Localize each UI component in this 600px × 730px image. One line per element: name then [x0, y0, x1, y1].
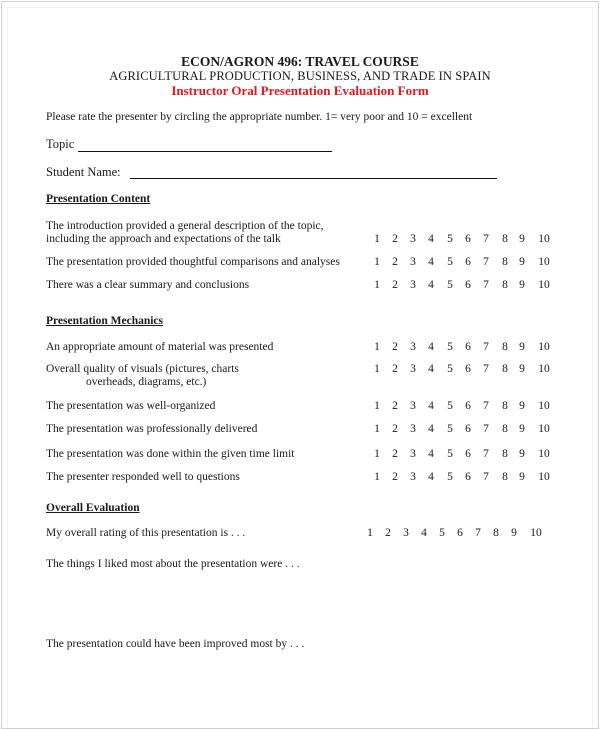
rating-option-6[interactable]: 6 [457, 527, 463, 539]
criterion-text: There was a clear summary and conclusions [46, 279, 250, 291]
rating-option-1[interactable]: 1 [374, 471, 380, 483]
rating-option-5[interactable]: 5 [447, 341, 453, 353]
rating-option-4[interactable]: 4 [428, 341, 434, 353]
rating-option-4[interactable]: 4 [428, 256, 434, 268]
rating-option-10[interactable]: 10 [538, 448, 550, 460]
rating-option-7[interactable]: 7 [475, 527, 481, 539]
rating-option-1[interactable]: 1 [374, 256, 380, 268]
rating-option-8[interactable]: 8 [502, 448, 508, 460]
rating-option-3[interactable]: 3 [410, 400, 416, 412]
rating-option-6[interactable]: 6 [465, 256, 471, 268]
rating-option-2[interactable]: 2 [392, 233, 398, 245]
rating-option-5[interactable]: 5 [447, 400, 453, 412]
rating-option-9[interactable]: 9 [519, 448, 525, 460]
rating-option-3[interactable]: 3 [410, 279, 416, 291]
rating-option-5[interactable]: 5 [447, 233, 453, 245]
criterion-text: The presentation was done within the given time limit [46, 448, 295, 460]
rating-option-2[interactable]: 2 [392, 471, 398, 483]
rating-option-2[interactable]: 2 [392, 256, 398, 268]
rating-option-8[interactable]: 8 [502, 400, 508, 412]
rating-option-2[interactable]: 2 [392, 363, 398, 375]
rating-option-9[interactable]: 9 [519, 341, 525, 353]
course-title: ECON/AGRON 496: TRAVEL COURSE [181, 54, 419, 69]
rating-option-6[interactable]: 6 [465, 279, 471, 291]
rating-option-4[interactable]: 4 [428, 423, 434, 435]
rating-option-2[interactable]: 2 [392, 279, 398, 291]
rating-option-10[interactable]: 10 [538, 233, 550, 245]
rating-option-3[interactable]: 3 [410, 448, 416, 460]
rating-option-4[interactable]: 4 [421, 527, 427, 539]
criterion-text: The presentation was well-organized [46, 400, 216, 412]
rating-option-6[interactable]: 6 [465, 448, 471, 460]
criterion-text: The presentation provided thoughtful comparisons and analyses [46, 256, 340, 268]
criterion-text: The presenter responded well to questions [46, 471, 240, 483]
liked-most-prompt: The things I liked most about the presentation were . . . [46, 558, 300, 570]
rating-option-9[interactable]: 9 [519, 471, 525, 483]
rating-option-8[interactable]: 8 [502, 423, 508, 435]
rating-option-5[interactable]: 5 [447, 279, 453, 291]
rating-option-1[interactable]: 1 [374, 448, 380, 460]
rating-option-7[interactable]: 7 [483, 471, 489, 483]
form-title: Instructor Oral Presentation Evaluation Form [171, 83, 429, 98]
rating-option-8[interactable]: 8 [493, 527, 499, 539]
rating-option-5[interactable]: 5 [447, 471, 453, 483]
rating-option-5[interactable]: 5 [447, 363, 453, 375]
rating-option-4[interactable]: 4 [428, 363, 434, 375]
overall-rating-text: My overall rating of this presentation is . . . [46, 527, 246, 539]
criterion-text-cont: including the approach and expectations of the talk [46, 233, 281, 245]
criterion-text: The presentation was professionally delivered [46, 423, 258, 435]
liked-most-answer-area[interactable] [46, 574, 546, 632]
rating-option-3[interactable]: 3 [410, 471, 416, 483]
section-heading-overall-evaluation: Overall Evaluation [46, 502, 140, 514]
rating-option-10[interactable]: 10 [538, 279, 550, 291]
rating-option-7[interactable]: 7 [483, 341, 489, 353]
rating-option-4[interactable]: 4 [428, 233, 434, 245]
rating-option-5[interactable]: 5 [447, 256, 453, 268]
rating-option-5[interactable]: 5 [447, 448, 453, 460]
rating-option-3[interactable]: 3 [410, 341, 416, 353]
rating-option-4[interactable]: 4 [428, 471, 434, 483]
rating-option-4[interactable]: 4 [428, 400, 434, 412]
rating-option-7[interactable]: 7 [483, 233, 489, 245]
rating-option-7[interactable]: 7 [483, 448, 489, 460]
rating-option-8[interactable]: 8 [502, 471, 508, 483]
rating-option-1[interactable]: 1 [367, 527, 373, 539]
rating-option-10[interactable]: 10 [530, 527, 542, 539]
rating-option-7[interactable]: 7 [483, 400, 489, 412]
student-name-label: Student Name: [46, 165, 121, 179]
rating-option-9[interactable]: 9 [511, 527, 517, 539]
topic-field[interactable] [78, 151, 332, 152]
rating-option-7[interactable]: 7 [483, 279, 489, 291]
criterion-text-cont: overheads, diagrams, etc.) [86, 376, 207, 388]
rating-option-9[interactable]: 9 [519, 363, 525, 375]
rating-option-8[interactable]: 8 [502, 256, 508, 268]
improvement-answer-area[interactable] [46, 654, 546, 714]
rating-option-10[interactable]: 10 [538, 423, 550, 435]
rating-option-7[interactable]: 7 [483, 256, 489, 268]
criterion-text: An appropriate amount of material was presented [46, 341, 274, 353]
rating-option-10[interactable]: 10 [538, 341, 550, 353]
rating-option-4[interactable]: 4 [428, 279, 434, 291]
section-heading-presentation-content: Presentation Content [46, 193, 151, 205]
rating-option-10[interactable]: 10 [538, 400, 550, 412]
rating-option-1[interactable]: 1 [374, 363, 380, 375]
rating-option-1[interactable]: 1 [374, 279, 380, 291]
rating-option-6[interactable]: 6 [465, 233, 471, 245]
rating-option-10[interactable]: 10 [538, 471, 550, 483]
rating-option-2[interactable]: 2 [392, 341, 398, 353]
rating-option-3[interactable]: 3 [403, 527, 409, 539]
rating-option-5[interactable]: 5 [439, 527, 445, 539]
rating-option-6[interactable]: 6 [465, 471, 471, 483]
section-heading-presentation-mechanics: Presentation Mechanics [46, 315, 164, 327]
rating-option-1[interactable]: 1 [374, 341, 380, 353]
rating-option-6[interactable]: 6 [465, 363, 471, 375]
criterion-text: The introduction provided a general description of the topic, [46, 220, 324, 232]
rating-option-3[interactable]: 3 [410, 233, 416, 245]
rating-option-2[interactable]: 2 [385, 527, 391, 539]
rating-option-9[interactable]: 9 [519, 400, 525, 412]
rating-option-9[interactable]: 9 [519, 256, 525, 268]
rating-option-3[interactable]: 3 [410, 423, 416, 435]
rating-option-9[interactable]: 9 [519, 423, 525, 435]
rating-option-6[interactable]: 6 [465, 341, 471, 353]
rating-option-8[interactable]: 8 [502, 341, 508, 353]
rating-option-10[interactable]: 10 [538, 363, 550, 375]
rating-option-9[interactable]: 9 [519, 233, 525, 245]
rating-option-5[interactable]: 5 [447, 423, 453, 435]
rating-option-6[interactable]: 6 [465, 423, 471, 435]
rating-option-3[interactable]: 3 [410, 256, 416, 268]
rating-option-3[interactable]: 3 [410, 363, 416, 375]
rating-option-8[interactable]: 8 [502, 363, 508, 375]
rating-option-1[interactable]: 1 [374, 423, 380, 435]
rating-option-8[interactable]: 8 [502, 233, 508, 245]
instructions-text: Please rate the presenter by circling the appropriate number. 1= very poor and 10 = excellent [46, 111, 473, 123]
rating-option-2[interactable]: 2 [392, 400, 398, 412]
rating-option-4[interactable]: 4 [428, 448, 434, 460]
student-name-field[interactable] [130, 178, 497, 179]
rating-option-7[interactable]: 7 [483, 423, 489, 435]
rating-option-2[interactable]: 2 [392, 423, 398, 435]
rating-option-8[interactable]: 8 [502, 279, 508, 291]
topic-label: Topic [46, 137, 75, 151]
criterion-text: Overall quality of visuals (pictures, charts [46, 363, 239, 375]
course-subtitle: AGRICULTURAL PRODUCTION, BUSINESS, AND TRADE IN SPAIN [109, 69, 491, 83]
rating-option-2[interactable]: 2 [392, 448, 398, 460]
rating-option-9[interactable]: 9 [519, 279, 525, 291]
rating-option-7[interactable]: 7 [483, 363, 489, 375]
rating-option-1[interactable]: 1 [374, 233, 380, 245]
rating-option-1[interactable]: 1 [374, 400, 380, 412]
improvement-prompt: The presentation could have been improved most by . . . [46, 638, 305, 650]
rating-option-10[interactable]: 10 [538, 256, 550, 268]
rating-option-6[interactable]: 6 [465, 400, 471, 412]
